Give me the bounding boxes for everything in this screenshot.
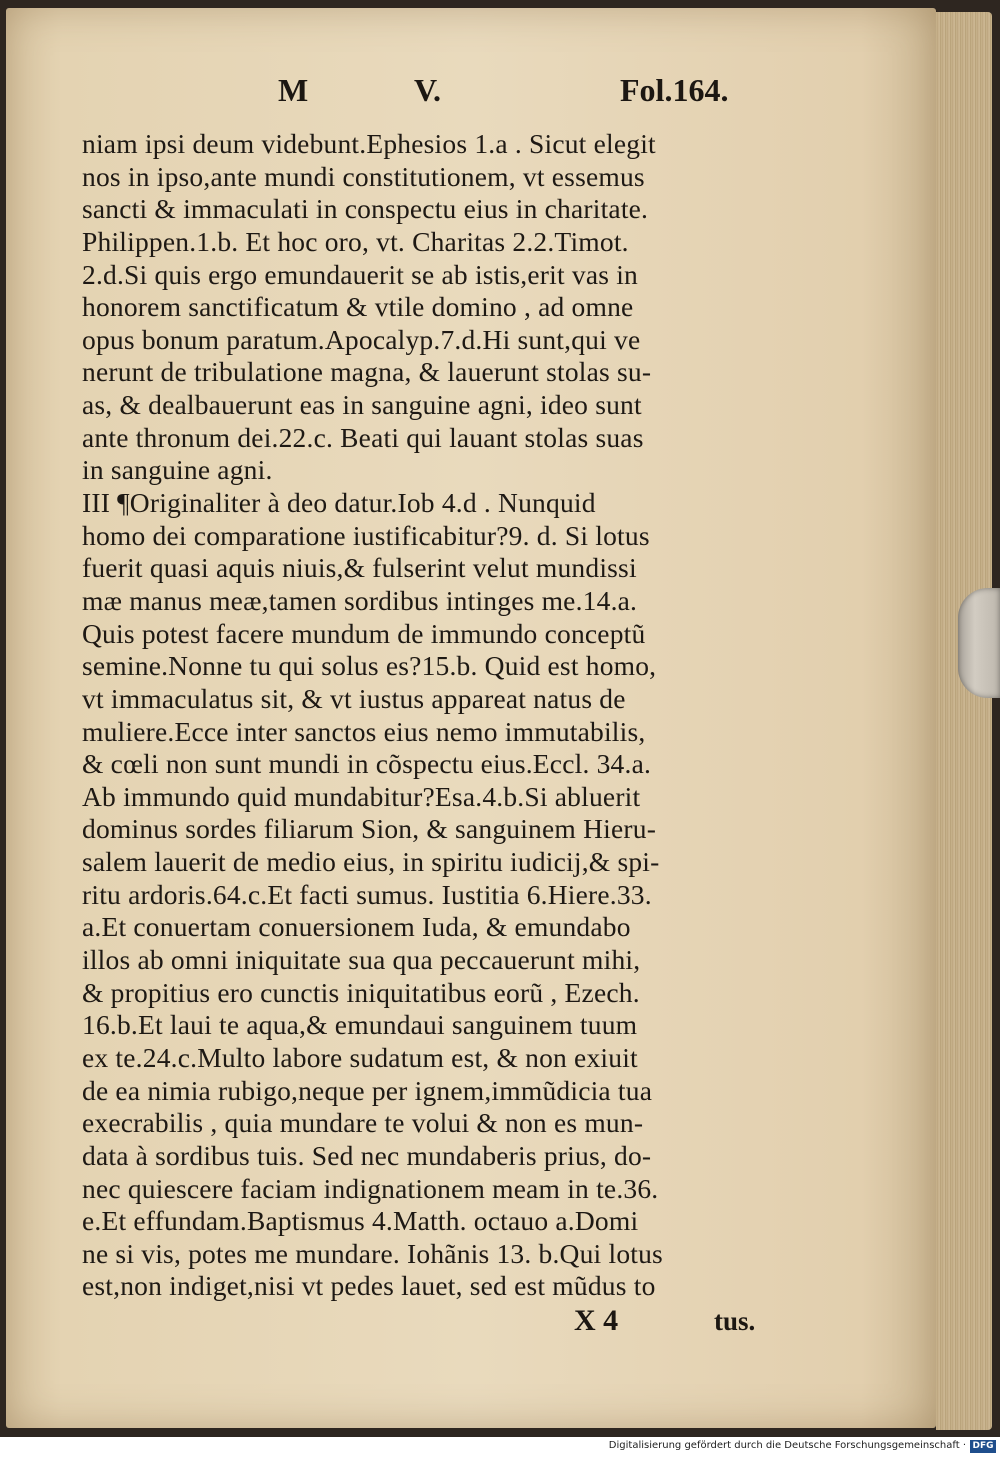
text-line: illos ab omni iniquitate sua qua peccauerunt mihi, bbox=[82, 944, 641, 976]
text-line: fuerit quasi aquis niuis,& fulserint velut mundissi bbox=[82, 552, 637, 584]
text-line: e.Et effundam.Baptismus 4.Matth. octauo a.Domi bbox=[82, 1205, 639, 1237]
text-line: dominus sordes filiarum Sion, & sanguinem Hieru- bbox=[82, 813, 657, 845]
text-line: est,non indiget,nisi vt pedes lauet, sed est mũdus to bbox=[82, 1270, 656, 1302]
page-footer bbox=[82, 1304, 782, 1344]
header-center: V. bbox=[414, 72, 441, 108]
text-line: ne si vis, potes me mundare. Iohãnis 13. b.Qui lotus bbox=[82, 1237, 663, 1269]
text-line: nec quiescere faciam indignationem meam in te.36. bbox=[82, 1172, 659, 1204]
text-line: Ab immundo quid mundabitur?Esa.4.b.Si abluerit bbox=[82, 780, 641, 812]
text-line: 2.d.Si quis ergo emundauerit se ab istis,erit vas in bbox=[82, 258, 638, 290]
text-line: homo dei comparatione iustificabitur?9. d. Si lotus bbox=[82, 519, 650, 551]
body-text bbox=[82, 128, 782, 1303]
running-header bbox=[80, 72, 780, 116]
text-line: semine.Nonne tu qui solus es?15.b. Quid est homo, bbox=[82, 650, 657, 682]
header-left: M bbox=[278, 72, 309, 108]
text-line: mæ manus meæ,tamen sordibus intinges me.14.a. bbox=[82, 584, 638, 616]
text-line: niam ipsi deum videbunt.Ephesios 1.a . Sicut elegit bbox=[82, 128, 656, 159]
text-line: in sanguine agni. bbox=[82, 454, 273, 486]
text-line: honorem sanctificatum & vtile domino , ad omne bbox=[82, 291, 634, 323]
folio-number: Fol.164. bbox=[620, 72, 729, 108]
text-line: vt immaculatus sit, & vt iustus appareat natus de bbox=[82, 682, 626, 714]
text-line: salem lauerit de medio eius, in spiritu iudicij,& spi- bbox=[82, 846, 660, 878]
text-line: muliere.Ecce inter sanctos eius nemo immutabilis, bbox=[82, 715, 646, 747]
text-line: III ¶Originaliter à deo datur.Iob 4.d . Nunquid bbox=[82, 487, 596, 519]
funding-credit: Digitalisierung gefördert durch die Deutsche Forschungsgemeinschaft · bbox=[608, 1440, 966, 1451]
text-line: ritu ardoris.64.c.Et facti sumus. Iustitia 6.Hiere.33. bbox=[82, 878, 652, 910]
signature-mark: X 4 bbox=[574, 1304, 619, 1337]
text-line: data à sordibus tuis. Sed nec mundaberis prius, do- bbox=[82, 1139, 652, 1171]
dfg-logo: DFG bbox=[970, 1440, 996, 1453]
text-line: & cœli non sunt mundi in cõspectu eius.Eccl. 34.a. bbox=[82, 748, 652, 780]
text-line: as, & dealbauerunt eas in sanguine agni, ideo sunt bbox=[82, 389, 642, 421]
book-page-edge bbox=[936, 12, 992, 1430]
text-line: ante thronum dei.22.c. Beati qui lauant stolas suas bbox=[82, 421, 644, 453]
text-line: a.Et conuertam conuersionem Iuda, & emundabo bbox=[82, 911, 631, 943]
text-line: Quis potest facere mundum de immundo conceptũ bbox=[82, 617, 646, 649]
text-line: execrabilis , quia mundare te volui & non es mun- bbox=[82, 1107, 644, 1139]
catchword: tus. bbox=[714, 1306, 756, 1336]
text-line: 16.b.Et laui te aqua,& emundaui sanguinem tuum bbox=[82, 1009, 638, 1041]
text-line: sancti & immaculati in conspectu eius in charitate. bbox=[82, 193, 649, 225]
text-line: de ea nimia rubigo,neque per ignem,immũdicia tua bbox=[82, 1074, 653, 1106]
text-line: nerunt de tribulatione magna, & lauerunt stolas su- bbox=[82, 356, 652, 388]
text-line: nos in ipso,ante mundi constitutionem, vt essemus bbox=[82, 160, 645, 192]
text-line: Philippen.1.b. Et hoc oro, vt. Charitas 2.2.Timot. bbox=[82, 225, 629, 257]
text-line: ex te.24.c.Multo labore sudatum est, & non exiuit bbox=[82, 1041, 638, 1073]
book-clasp bbox=[958, 588, 1000, 698]
text-line: & propitius ero cunctis iniquitatibus eorũ , Ezech. bbox=[82, 976, 640, 1008]
text-line: opus bonum paratum.Apocalyp.7.d.Hi sunt,qui ve bbox=[82, 323, 641, 355]
credit-bar bbox=[0, 1437, 1000, 1457]
